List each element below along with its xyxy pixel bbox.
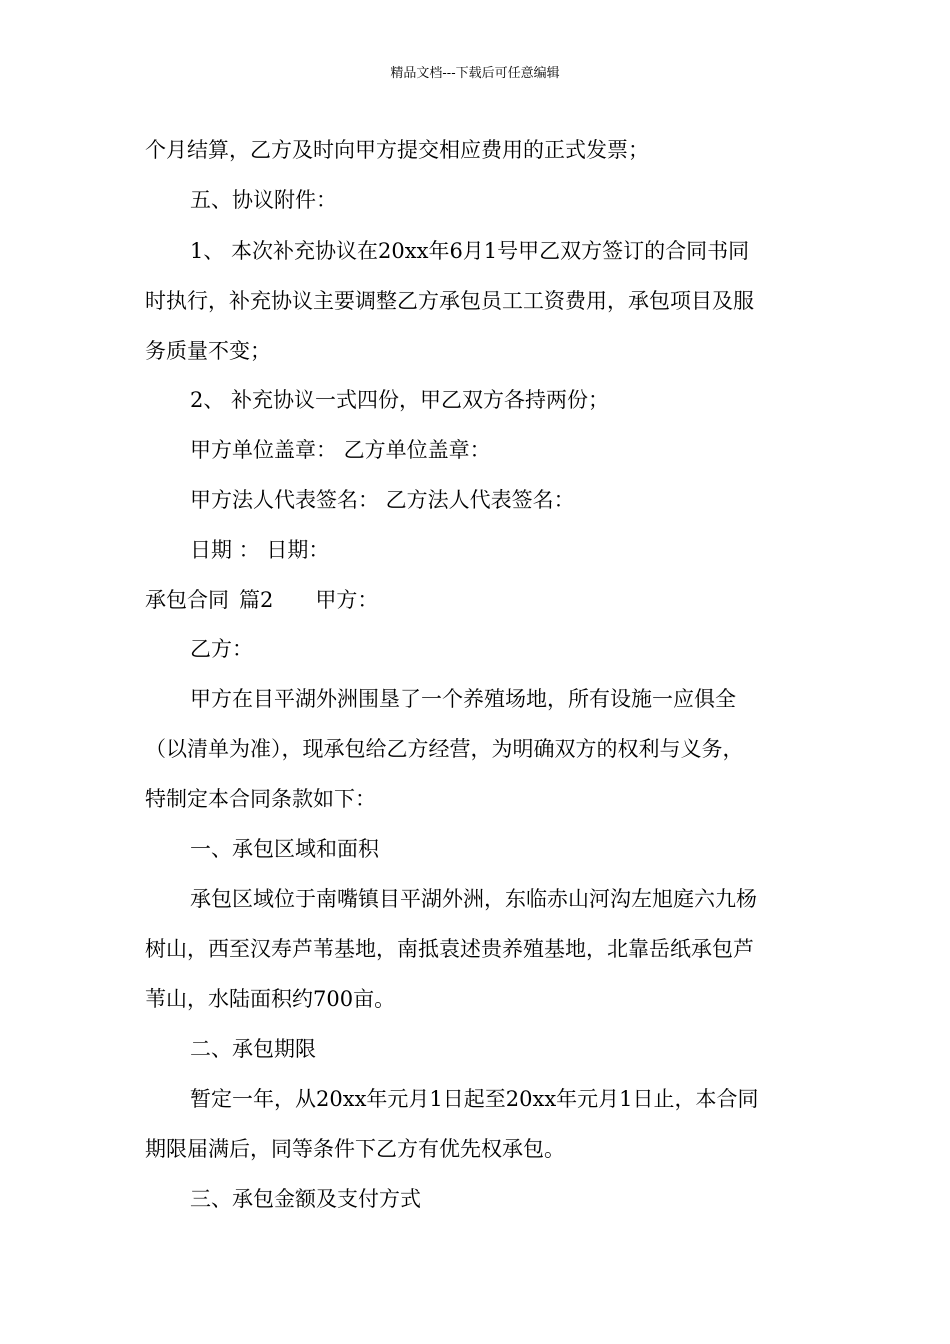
paragraph-line: 2、 补充协议一式四份，甲乙双方各持两份； [190,388,610,412]
page-header: 精品文档---下载后可任意编辑 [390,66,560,81]
contract-number: 篇2 [239,588,274,612]
date-line: 日期 ： 日期： [190,538,330,562]
contract-section-heading [145,585,378,615]
party-b-label: 乙方： [190,637,253,661]
section-heading-term: 二、承包期限 [190,1037,316,1061]
paragraph-line: 个月结算，乙方及时向甲方提交相应费用的正式发票； [145,138,649,162]
party-a-label: 甲方： [315,588,379,612]
paragraph-line: 时执行，补充协议主要调整乙方承包员工工资费用，承包项目及服 [145,289,754,313]
paragraph-line: 苇山，水陆面积约700亩。 [145,987,396,1011]
paragraph-line: 1、 本次补充协议在20xx年6月1号甲乙双方签订的合同书同 [190,239,750,263]
section-heading-attachments: 五、协议附件： [190,188,337,212]
contract-title: 承包合同 [145,588,229,612]
signature-line: 甲方法人代表签名： 乙方法人代表签名： [190,488,575,512]
paragraph-line: 承包区域位于南嘴镇目平湖外洲，东临赤山河沟左旭庭六九杨 [190,887,757,911]
seal-line: 甲方单位盖章： 乙方单位盖章： [190,438,491,462]
paragraph-line: 期限届满后，同等条件下乙方有优先权承包。 [145,1137,565,1161]
paragraph-line: 务质量不变； [145,339,271,363]
paragraph-line: 树山，西至汉寿芦苇基地，南抵袁述贵养殖基地，北靠岳纸承包芦 [145,937,754,961]
paragraph-line: 甲方在目平湖外洲围垦了一个养殖场地，所有设施一应俱全 [190,687,736,711]
section-heading-payment: 三、承包金额及支付方式 [190,1187,421,1211]
paragraph-line: （以清单为准），现承包给乙方经营，为明确双方的权利与义务， [145,737,744,761]
section-heading-area: 一、承包区域和面积 [190,837,379,861]
paragraph-line: 特制定本合同条款如下： [145,787,376,811]
paragraph-line: 暂定一年，从20xx年元月1日起至20xx年元月1日止，本合同 [190,1087,759,1111]
